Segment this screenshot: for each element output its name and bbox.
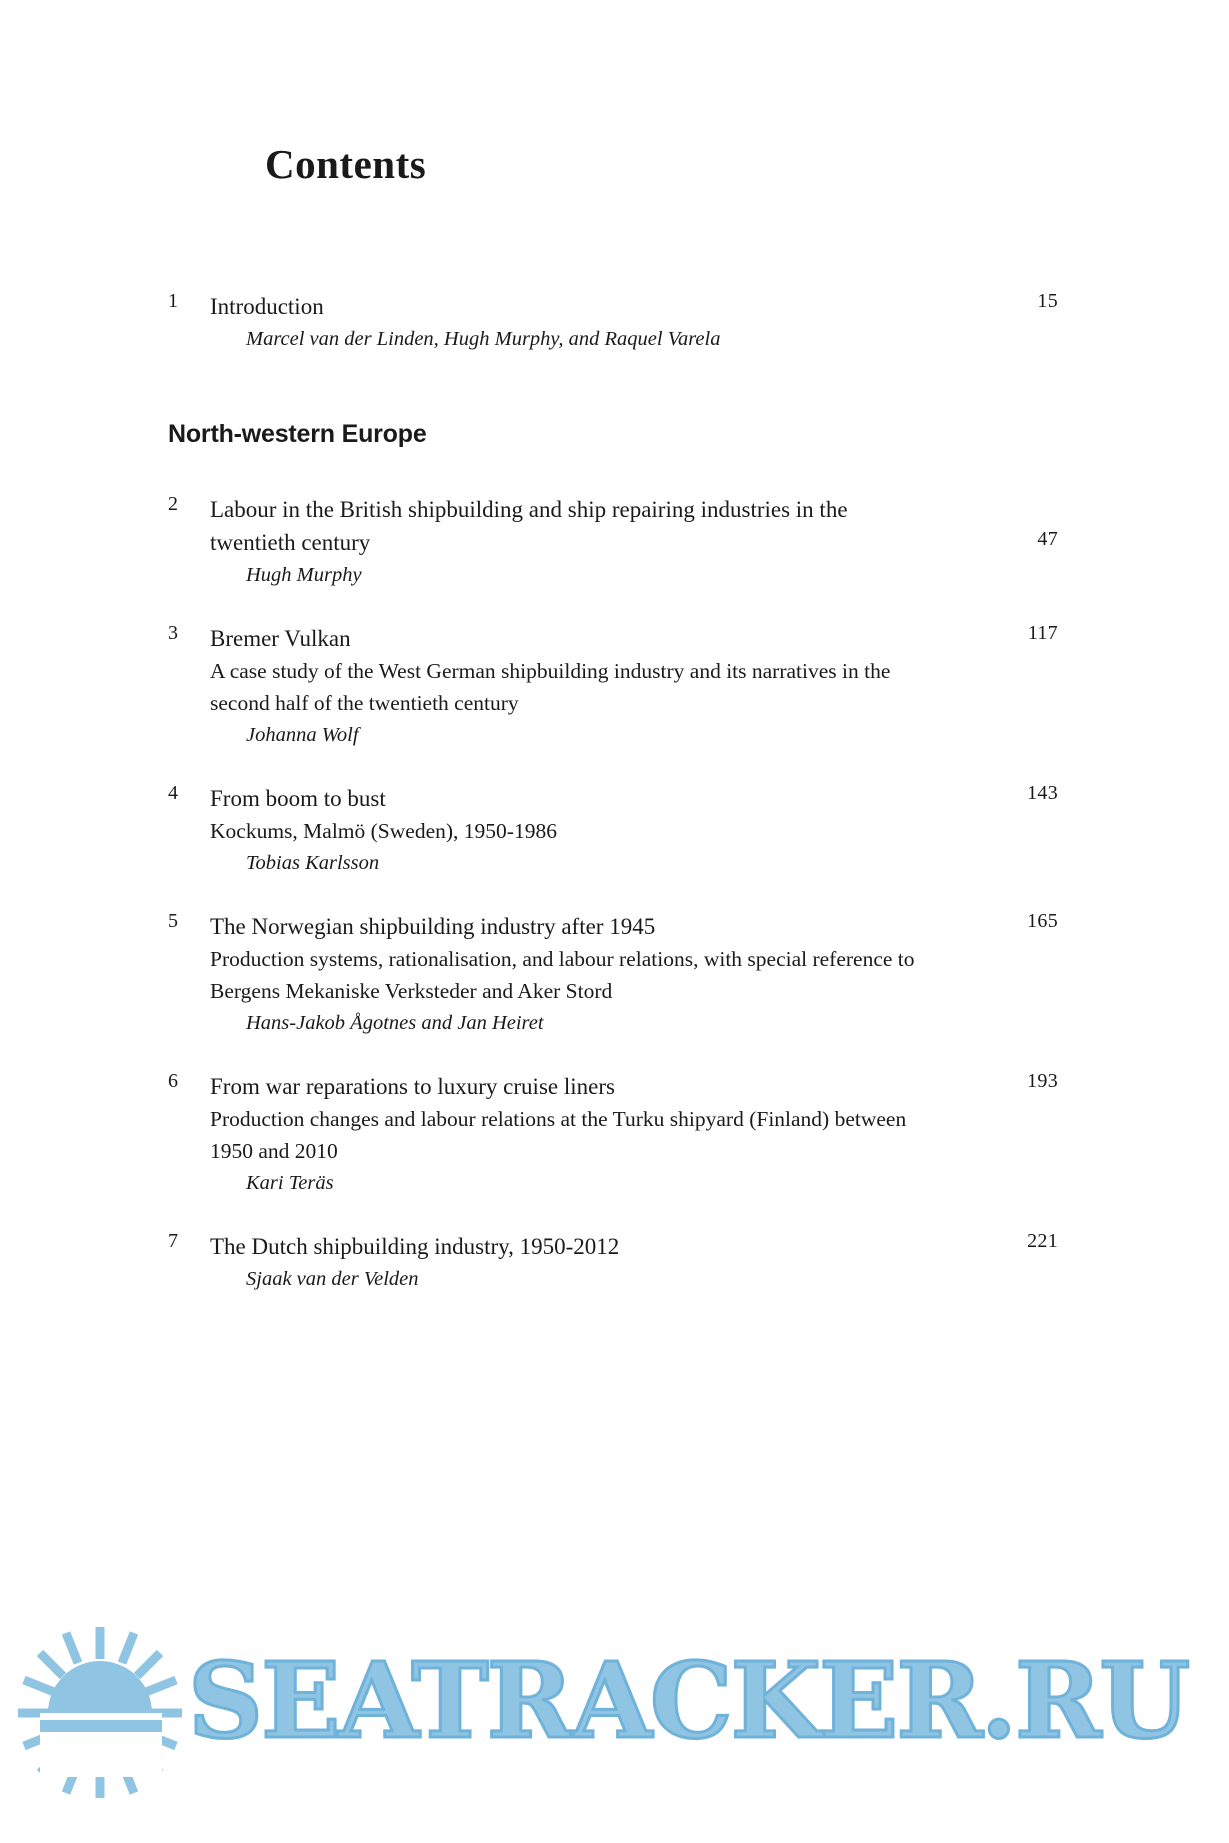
toc-entry-number: 2	[168, 493, 178, 515]
toc-entry-page: 117	[1027, 622, 1058, 644]
toc-entry[interactable]	[168, 782, 1058, 878]
toc-entry-author: Hans-Jakob Ågotnes and Jan Heiret	[246, 1012, 544, 1034]
toc-entry-number: 4	[168, 782, 178, 804]
toc-entry-author: Johanna Wolf	[246, 724, 359, 746]
toc-entry-page: 15	[1037, 290, 1058, 312]
toc-entry-title: Bremer Vulkan	[210, 626, 351, 651]
toc-section-heading: North-western Europe	[168, 420, 427, 448]
toc-entry-title: Introduction	[210, 294, 324, 319]
toc-entry-page: 47	[1037, 528, 1058, 550]
toc-entry-number: 1	[168, 290, 178, 312]
table-of-contents	[168, 290, 1058, 1294]
toc-entry[interactable]	[168, 622, 1058, 750]
toc-entry-title: Labour in the British shipbuilding and ship repairing industries in the twentieth century	[210, 497, 848, 555]
toc-entry-number: 6	[168, 1070, 178, 1092]
toc-entry-author: Tobias Karlsson	[246, 852, 380, 874]
watermark-text: SEATRACKER.RU	[188, 1639, 1189, 1762]
sunburst-icon	[18, 1625, 183, 1800]
toc-entry-author: Marcel van der Linden, Hugh Murphy, and Raquel Varela	[246, 328, 721, 350]
toc-entry-number: 3	[168, 622, 178, 644]
watermark	[0, 1613, 1229, 1843]
toc-entry-page: 193	[1027, 1070, 1058, 1092]
toc-entry-author: Sjaak van der Velden	[246, 1268, 419, 1290]
toc-entry-title: From boom to bust	[210, 786, 386, 811]
toc-entry-page: 221	[1027, 1230, 1058, 1252]
toc-entry-subtitle: Production systems, rationalisation, and labour relations, with special reference to Bergens Mekaniske Verksteder and Aker Stord	[210, 947, 915, 1003]
toc-entry-subtitle: Production changes and labour relations at the Turku shipyard (Finland) between 1950 and 2010	[210, 1107, 907, 1163]
toc-entry[interactable]	[168, 910, 1058, 1038]
toc-entry-subtitle: A case study of the West German shipbuilding industry and its narratives in the second half of the twentieth century	[210, 659, 891, 715]
toc-entry-title: From war reparations to luxury cruise liners	[210, 1074, 615, 1099]
toc-entry-author: Kari Teräs	[246, 1172, 334, 1194]
toc-entry-number: 5	[168, 910, 178, 932]
toc-entry[interactable]	[168, 290, 1058, 354]
toc-entry-author: Hugh Murphy	[246, 564, 362, 586]
toc-entry-title: The Dutch shipbuilding industry, 1950-2012	[210, 1234, 620, 1259]
toc-entry[interactable]	[168, 493, 1058, 590]
toc-entry-subtitle: Kockums, Malmö (Sweden), 1950-1986	[210, 819, 557, 843]
toc-entry-number: 7	[168, 1230, 178, 1252]
toc-entry-page: 165	[1027, 910, 1058, 932]
page-title: Contents	[265, 141, 427, 187]
toc-entry-page: 143	[1027, 782, 1058, 804]
toc-entry[interactable]	[168, 1070, 1058, 1198]
toc-entry[interactable]	[168, 1230, 1058, 1294]
toc-entry-title: The Norwegian shipbuilding industry after 1945	[210, 914, 656, 939]
